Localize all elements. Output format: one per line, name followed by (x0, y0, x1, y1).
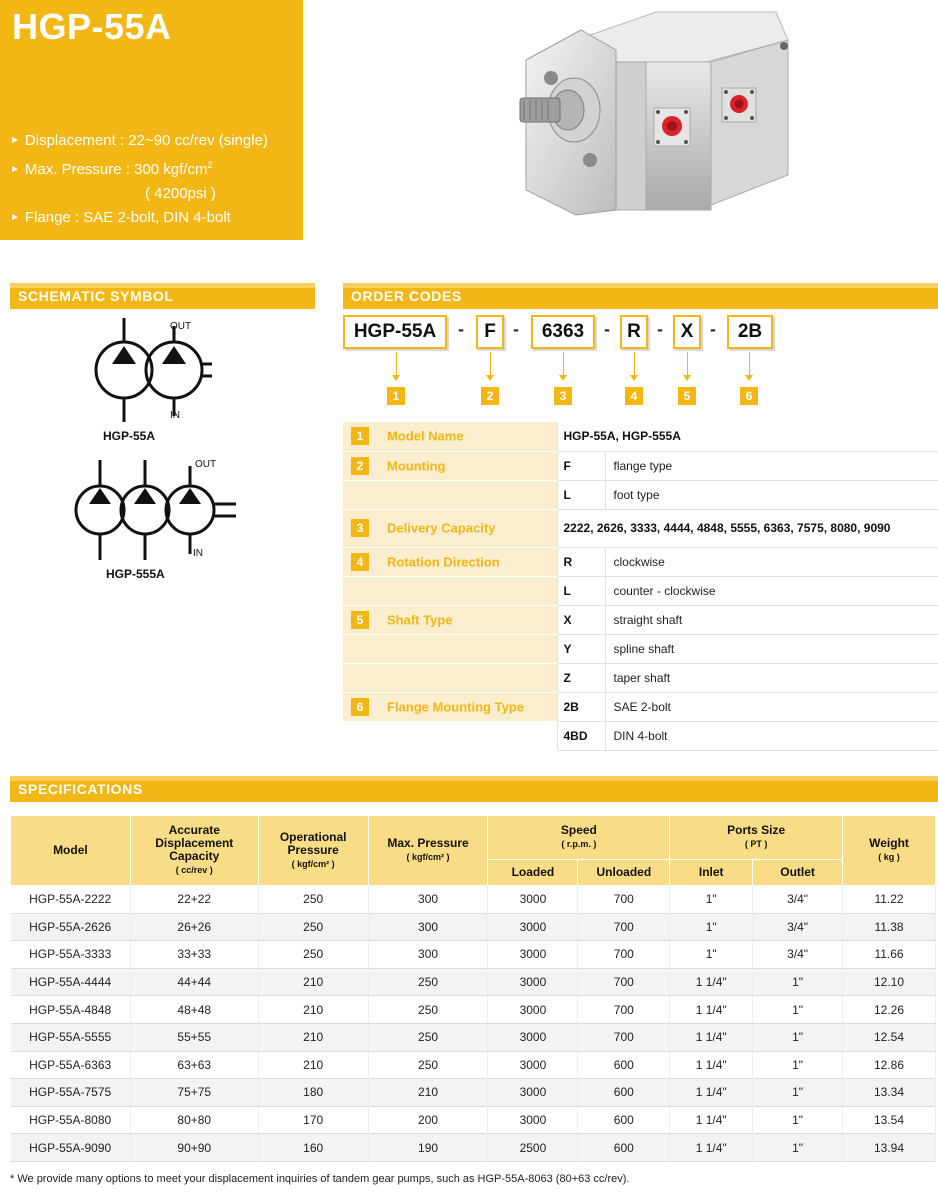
gear-pump-image (506, 0, 796, 222)
schematic-banner: SCHEMATIC SYMBOL (10, 283, 315, 309)
table-cell: 250 (368, 1051, 488, 1079)
table-cell: 11.66 (843, 941, 936, 969)
hero-panel (0, 0, 303, 240)
number-badge: 3 (351, 519, 369, 537)
table-row (11, 913, 936, 941)
order-row (343, 576, 938, 605)
order-row (343, 422, 938, 451)
order-row (343, 692, 938, 721)
order-label-cell (343, 634, 557, 663)
order-desc: taper shaft (605, 663, 938, 692)
header-loaded: Loaded (488, 860, 578, 886)
table-cell: HGP-55A-9090 (11, 1134, 131, 1162)
table-cell: 700 (578, 996, 670, 1024)
order-row (343, 721, 938, 750)
table-cell: 170 (258, 1106, 368, 1134)
number-badge: 2 (351, 457, 369, 475)
order-desc: straight shaft (605, 605, 938, 634)
table-row (11, 996, 936, 1024)
order-label-cell: 6 Flange Mounting Type (343, 692, 557, 721)
table-cell: 1 1/4" (670, 968, 753, 996)
table-cell: 63+63 (130, 1051, 258, 1079)
out-label: OUT (170, 321, 192, 332)
header-outlet: Outlet (753, 860, 843, 886)
code-number-badge: 6 (740, 387, 758, 405)
table-cell: 75+75 (130, 1079, 258, 1107)
table-cell: 250 (258, 913, 368, 941)
header-unloaded: Unloaded (578, 860, 670, 886)
order-desc: spline shaft (605, 634, 938, 663)
table-cell: 700 (578, 968, 670, 996)
order-code: 2B (557, 692, 605, 721)
code-flange: 2B (727, 315, 773, 349)
table-cell: 3000 (488, 996, 578, 1024)
table-cell: 1 1/4" (670, 1079, 753, 1107)
order-row (343, 547, 938, 576)
table-cell: 3000 (488, 941, 578, 969)
table-cell: 160 (258, 1134, 368, 1162)
table-cell: 90+90 (130, 1134, 258, 1162)
order-code: L (557, 480, 605, 509)
number-badge: 6 (351, 698, 369, 716)
order-desc: clockwise (605, 547, 938, 576)
header-weight: Weight ( kg ) (843, 816, 936, 886)
arrow-down-icon (687, 352, 688, 376)
order-code-row (343, 315, 783, 349)
table-cell: 200 (368, 1106, 488, 1134)
table-cell: 1 1/4" (670, 1134, 753, 1162)
order-row (343, 480, 938, 509)
order-desc: DIN 4-bolt (605, 721, 938, 750)
order-label-cell: 2 Mounting (343, 451, 557, 480)
order-label-cell (343, 721, 557, 750)
table-cell: 250 (258, 941, 368, 969)
table-cell: 48+48 (130, 996, 258, 1024)
code-number-badge: 4 (625, 387, 643, 405)
arrow-bullet-icon: ► (10, 212, 20, 223)
table-row (11, 1106, 936, 1134)
table-cell: HGP-55A-2626 (11, 913, 131, 941)
order-desc: flange type (605, 451, 938, 480)
order-label-cell: 3 Delivery Capacity (343, 509, 557, 547)
header-max-pressure: Max. Pressure ( kgf/cm² ) (368, 816, 488, 886)
table-cell: 3000 (488, 913, 578, 941)
table-cell: 180 (258, 1079, 368, 1107)
in-label: IN (170, 410, 180, 421)
arrow-down-icon (396, 352, 397, 376)
code-rotation: R (620, 315, 648, 349)
header-ports: Ports Size ( PT ) (670, 816, 843, 860)
table-cell: 210 (258, 996, 368, 1024)
table-cell: 250 (368, 968, 488, 996)
table-cell: 250 (368, 1023, 488, 1051)
table-cell: 250 (368, 996, 488, 1024)
table-cell: 1 1/4" (670, 1051, 753, 1079)
table-cell: 1 1/4" (670, 996, 753, 1024)
table-cell: 300 (368, 913, 488, 941)
order-row (343, 451, 938, 480)
table-cell: HGP-55A-3333 (11, 941, 131, 969)
table-cell: 11.22 (843, 886, 936, 914)
order-desc: SAE 2-bolt (605, 692, 938, 721)
table-cell: 3000 (488, 1106, 578, 1134)
table-cell: 210 (368, 1079, 488, 1107)
table-cell: 1" (753, 1023, 843, 1051)
table-row (11, 1051, 936, 1079)
arrow-down-icon (749, 352, 750, 376)
table-cell: 3/4" (753, 886, 843, 914)
table-cell: 600 (578, 1051, 670, 1079)
table-cell: 13.94 (843, 1134, 936, 1162)
arrow-bullet-icon: ► (10, 164, 20, 175)
code-model: HGP-55A (343, 315, 447, 349)
code-capacity: 6363 (531, 315, 595, 349)
order-value: HGP-55A, HGP-555A (557, 422, 938, 451)
table-cell: 13.34 (843, 1079, 936, 1107)
table-cell: 210 (258, 968, 368, 996)
table-cell: 700 (578, 1023, 670, 1051)
spec-displacement: ► Displacement : 22~90 cc/rev (single) (10, 132, 268, 149)
footnote: * We provide many options to meet your displacement inquiries of tandem gear pumps, such as HGP-55A-8063 (80+63 cc/rev). (10, 1173, 630, 1185)
code-dash: - (710, 319, 716, 339)
code-number-badge: 1 (387, 387, 405, 405)
spec-max-pressure: ► Max. Pressure : 300 kgf/$cm^2$ (10, 160, 213, 178)
table-cell: 210 (258, 1051, 368, 1079)
table-row (11, 968, 936, 996)
order-code: R (557, 547, 605, 576)
spec-flange: ► Flange : SAE 2-bolt, DIN 4-bolt (10, 209, 231, 226)
table-cell: 12.54 (843, 1023, 936, 1051)
table-cell: 1 1/4" (670, 1106, 753, 1134)
table-cell: HGP-55A-5555 (11, 1023, 131, 1051)
order-row (343, 634, 938, 663)
code-number-badge: 2 (481, 387, 499, 405)
table-cell: 700 (578, 941, 670, 969)
table-cell: 1 1/4" (670, 1023, 753, 1051)
table-row (11, 941, 936, 969)
code-dash: - (657, 319, 663, 339)
table-cell: 3000 (488, 1079, 578, 1107)
table-cell: HGP-55A-4444 (11, 968, 131, 996)
arrow-down-icon (563, 352, 564, 376)
out-label-2: OUT (195, 459, 217, 470)
table-cell: 12.10 (843, 968, 936, 996)
order-label-cell: 5 Shaft Type (343, 605, 557, 634)
order-label-cell (343, 480, 557, 509)
code-mounting: F (476, 315, 504, 349)
table-cell: 600 (578, 1106, 670, 1134)
order-desc: foot type (605, 480, 938, 509)
order-code: Y (557, 634, 605, 663)
order-desc: counter - clockwise (605, 576, 938, 605)
table-cell: 190 (368, 1134, 488, 1162)
code-shaft: X (673, 315, 701, 349)
table-cell: 2500 (488, 1134, 578, 1162)
table-cell: 26+26 (130, 913, 258, 941)
table-cell: HGP-55A-4848 (11, 996, 131, 1024)
table-cell: 80+80 (130, 1106, 258, 1134)
table-cell: 11.38 (843, 913, 936, 941)
order-row (343, 663, 938, 692)
arrow-bullet-icon: ► (10, 135, 20, 146)
header-inlet: Inlet (670, 860, 753, 886)
table-cell: 1" (753, 1134, 843, 1162)
table-cell: 3/4" (753, 941, 843, 969)
order-code: 4BD (557, 721, 605, 750)
in-label-2: IN (193, 548, 203, 559)
order-row (343, 509, 938, 547)
table-cell: 44+44 (130, 968, 258, 996)
table-cell: 300 (368, 886, 488, 914)
hero-spec-list (10, 129, 268, 230)
order-value: 2222, 2626, 3333, 4444, 4848, 5555, 6363, 7575, 8080, 9090 (557, 509, 938, 547)
table-cell: HGP-55A-7575 (11, 1079, 131, 1107)
product-title: HGP-55A (12, 6, 172, 47)
table-cell: 1" (753, 968, 843, 996)
table-cell: HGP-55A-8080 (11, 1106, 131, 1134)
table-cell: 3000 (488, 1051, 578, 1079)
table-row (11, 1134, 936, 1162)
code-dash: - (604, 319, 610, 339)
schematic-label-hgp-555a: HGP-555A (106, 567, 165, 581)
table-cell: 600 (578, 1079, 670, 1107)
order-label-cell: 4 Rotation Direction (343, 547, 557, 576)
table-cell: 700 (578, 913, 670, 941)
schematic-label-hgp-55a: HGP-55A (103, 429, 156, 443)
header-op-pressure: Operational Pressure ( kgf/cm² ) (258, 816, 368, 886)
table-cell: 300 (368, 941, 488, 969)
order-label-cell (343, 663, 557, 692)
table-cell: 3000 (488, 1023, 578, 1051)
table-cell: 1" (670, 886, 753, 914)
table-cell: 1" (753, 1106, 843, 1134)
table-cell: 1" (753, 1079, 843, 1107)
order-code-table (343, 422, 938, 751)
table-cell: 1" (670, 913, 753, 941)
table-cell: 3/4" (753, 913, 843, 941)
table-row (11, 1079, 936, 1107)
header-displacement: Accurate Displacement Capacity ( cc/rev ) (130, 816, 258, 886)
order-codes-banner: ORDER CODES (343, 283, 938, 309)
table-cell: 12.26 (843, 996, 936, 1024)
order-code: X (557, 605, 605, 634)
order-label-cell (343, 576, 557, 605)
order-label-cell: 1 Model Name (343, 422, 557, 451)
table-cell: 600 (578, 1134, 670, 1162)
spec-psi: ( 4200psi ) (145, 185, 216, 202)
table-row (11, 1023, 936, 1051)
header-model: Model (11, 816, 131, 886)
table-cell: 700 (578, 886, 670, 914)
table-cell: 250 (258, 886, 368, 914)
order-code: L (557, 576, 605, 605)
arrow-down-icon (490, 352, 491, 376)
table-cell: HGP-55A-2222 (11, 886, 131, 914)
table-cell: 1" (753, 996, 843, 1024)
code-dash: - (513, 319, 519, 339)
code-number-badge: 3 (554, 387, 572, 405)
table-cell: 22+22 (130, 886, 258, 914)
code-dash: - (458, 319, 464, 339)
specifications-body (11, 886, 936, 1162)
table-cell: 1" (670, 941, 753, 969)
order-code: Z (557, 663, 605, 692)
number-badge: 5 (351, 611, 369, 629)
header-speed: Speed ( r.p.m. ) (488, 816, 670, 860)
number-badge: 1 (351, 427, 369, 445)
number-badge: 4 (351, 553, 369, 571)
table-cell: 12.86 (843, 1051, 936, 1079)
arrow-down-icon (634, 352, 635, 376)
table-cell: HGP-55A-6363 (11, 1051, 131, 1079)
schematic-hgp-555a (70, 458, 245, 562)
table-cell: 3000 (488, 968, 578, 996)
specifications-banner: SPECIFICATIONS (10, 776, 938, 802)
table-cell: 55+55 (130, 1023, 258, 1051)
schematic-hgp-55a (80, 318, 230, 424)
table-row (11, 886, 936, 914)
hero-section (0, 0, 938, 240)
table-cell: 1" (753, 1051, 843, 1079)
table-cell: 13.54 (843, 1106, 936, 1134)
specifications-table (10, 815, 936, 1162)
order-row (343, 605, 938, 634)
order-code: F (557, 451, 605, 480)
table-cell: 3000 (488, 886, 578, 914)
table-cell: 210 (258, 1023, 368, 1051)
code-number-badge: 5 (678, 387, 696, 405)
table-cell: 33+33 (130, 941, 258, 969)
